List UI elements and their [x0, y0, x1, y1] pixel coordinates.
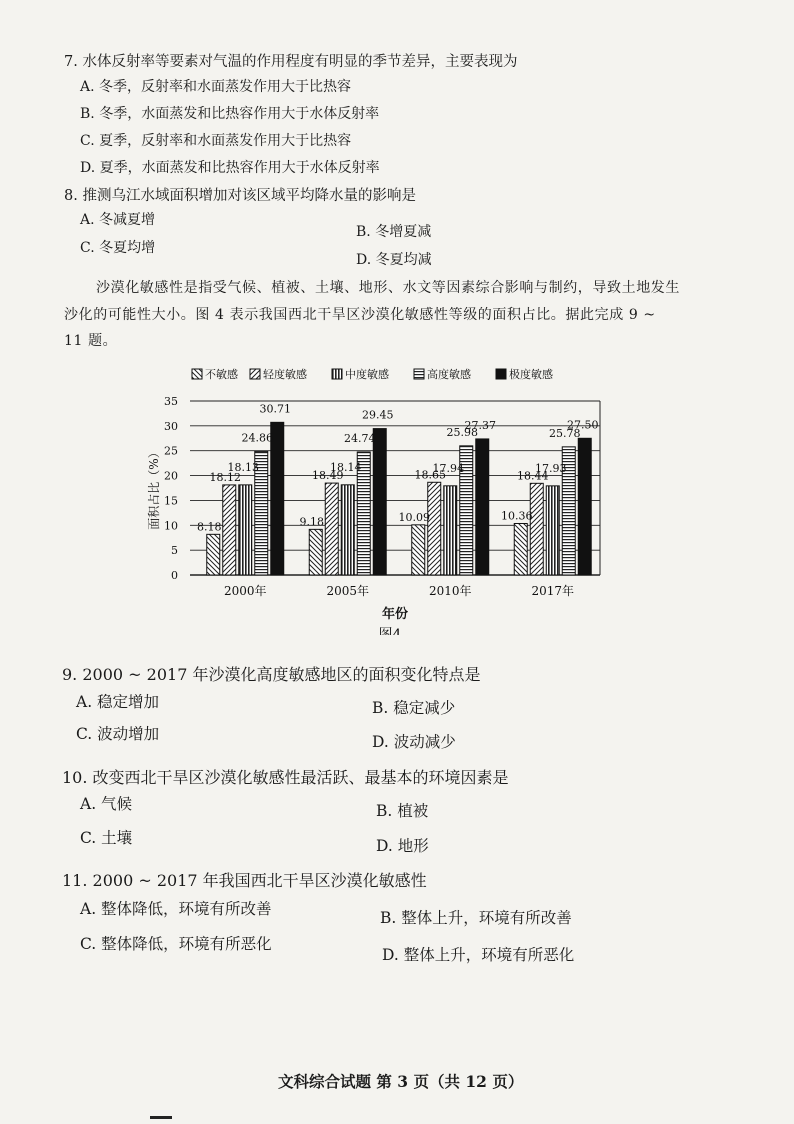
data-label-2017--3: 25.78 [549, 426, 581, 440]
question-11-option-a: A. 整体降低，环境有所改善 [80, 900, 272, 918]
question-7-option-d: D. 夏季，水面蒸发和比热容作用大于水体反射率 [80, 160, 380, 176]
page-footer: 文科综合试题 第 3 页（共 12 页） [278, 1072, 524, 1091]
passage-line-1: 沙漠化敏感性是指受气候、植被、土壤、地形、水文等因素综合影响与制约，导致土地发生 [96, 280, 680, 296]
figure-4-chart [140, 365, 620, 635]
data-label-2005--1: 18.49 [312, 469, 344, 483]
chart-legend [192, 367, 553, 381]
bar-2017--4 [578, 438, 591, 575]
bar-2005--2 [341, 485, 354, 575]
data-label-2017--4: 27.50 [567, 418, 599, 432]
question-11-option-d: D. 整体上升，环境有所恶化 [382, 946, 575, 964]
question-10-option-d: D. 地形 [376, 837, 429, 855]
bar-2010--0 [412, 525, 425, 575]
x-tick-label-2005-: 2005年 [326, 584, 370, 598]
bar-2000--0 [207, 534, 220, 575]
bar-2010--1 [428, 482, 441, 575]
bar-2000--4 [271, 422, 284, 575]
bar-2010--2 [444, 486, 457, 575]
question-11-stem: 11. 2000 ~ 2017 年我国西北干旱区沙漠化敏感性 [62, 871, 427, 890]
question-7-stem: 7. 水体反射率等要素对气温的作用程度有明显的季节差异，主要表现为 [64, 54, 518, 70]
legend-swatch-0 [192, 369, 202, 379]
desertification-sensitivity-bar-chart [140, 365, 620, 635]
data-label-2005--2: 18.14 [330, 460, 362, 474]
question-8-option-d: D. 冬夏均减 [356, 252, 432, 268]
question-10-option-b: B. 植被 [376, 802, 429, 820]
question-7-option-b: B. 冬季，水面蒸发和比热容作用大于水体反射率 [80, 106, 380, 122]
question-10-option-c: C. 土壤 [80, 829, 133, 847]
y-tick-label-10: 10 [164, 519, 178, 533]
bar-2010--4 [476, 439, 489, 575]
x-axis-label: 年份 [381, 607, 409, 622]
data-label-2010--4: 27.37 [464, 418, 496, 432]
bar-2000--2 [239, 485, 252, 575]
bar-2017--1 [530, 483, 543, 575]
y-axis-label: 面积占比（%） [147, 446, 161, 530]
data-label-2017--1: 18.44 [517, 469, 549, 483]
question-8-option-b: B. 冬增夏减 [356, 224, 432, 240]
y-tick-label-0: 0 [171, 569, 178, 582]
question-9-option-d: D. 波动减少 [372, 733, 456, 751]
scan-edge-mark [150, 1116, 172, 1119]
legend-label-3: 高度敏感 [427, 368, 471, 381]
data-label-2005--0: 9.18 [299, 515, 324, 529]
question-9-option-b: B. 稳定减少 [372, 699, 456, 717]
data-label-2010--0: 10.09 [398, 510, 430, 524]
data-label-2005--4: 29.45 [362, 408, 394, 422]
data-label-2000--4: 30.71 [259, 402, 291, 416]
legend-label-0: 不敏感 [205, 368, 238, 381]
question-10-option-a: A. 气候 [80, 795, 133, 813]
question-8-stem: 8. 推测乌江水域面积增加对该区域平均降水量的影响是 [64, 188, 416, 204]
x-tick-label-2017-: 2017年 [531, 584, 575, 598]
passage-line-2: 沙化的可能性大小。图 4 表示我国西北干旱区沙漠化敏感性等级的面积占比。据此完成 9 ~ [64, 307, 656, 323]
data-label-2000--2: 18.13 [227, 460, 259, 474]
question-10-stem: 10. 改变西北干旱区沙漠化敏感性最活跃、最基本的环境因素是 [62, 768, 509, 787]
data-label-2005--3: 24.74 [344, 432, 376, 446]
bar-2000--1 [223, 485, 236, 575]
x-tick-label-2010-: 2010年 [428, 584, 472, 598]
bar-2005--4 [373, 429, 386, 575]
data-label-2010--3: 25.98 [446, 425, 478, 439]
question-7-option-c: C. 夏季，反射率和水面蒸发作用大于比热容 [80, 133, 352, 149]
y-tick-label-30: 30 [164, 419, 178, 433]
bar-2005--1 [325, 483, 338, 575]
legend-swatch-1 [250, 369, 260, 379]
question-7-option-a: A. 冬季，反射率和水面蒸发作用大于比热容 [80, 79, 352, 95]
question-8-option-c: C. 冬夏均增 [80, 240, 156, 256]
question-8-option-a: A. 冬减夏增 [80, 212, 156, 228]
chart-bars [207, 422, 592, 575]
y-tick-label-5: 5 [171, 544, 178, 558]
data-label-2000--3: 24.86 [241, 431, 273, 445]
y-tick-label-35: 35 [164, 395, 178, 408]
question-11-option-c: C. 整体降低，环境有所恶化 [80, 935, 272, 953]
data-label-2017--0: 10.36 [501, 509, 533, 523]
legend-swatch-2 [332, 369, 342, 379]
passage-line-3: 11 题。 [64, 333, 118, 349]
figure-caption: 图4 [378, 627, 402, 635]
y-tick-label-25: 25 [164, 444, 178, 458]
legend-swatch-3 [414, 369, 424, 379]
data-label-2017--2: 17.93 [535, 461, 567, 475]
legend-swatch-4 [496, 369, 506, 379]
data-label-2010--1: 18.65 [414, 468, 446, 482]
question-9-stem: 9. 2000 ~ 2017 年沙漠化高度敏感地区的面积变化特点是 [62, 665, 481, 684]
question-9-option-c: C. 波动增加 [76, 725, 160, 743]
data-label-2000--0: 8.18 [197, 520, 222, 534]
data-label-2010--2: 17.94 [432, 461, 464, 475]
legend-label-1: 轻度敏感 [263, 368, 307, 381]
bar-2017--2 [546, 486, 559, 575]
question-11-option-b: B. 整体上升，环境有所改善 [380, 909, 572, 927]
bar-2005--0 [309, 529, 322, 575]
x-tick-label-2000-: 2000年 [223, 584, 267, 598]
legend-label-2: 中度敏感 [345, 368, 389, 381]
y-tick-label-15: 15 [164, 494, 178, 508]
y-tick-label-20: 20 [164, 469, 178, 483]
legend-label-4: 极度敏感 [509, 368, 553, 381]
bar-2017--0 [514, 523, 527, 575]
question-9-option-a: A. 稳定增加 [76, 693, 160, 711]
data-label-2000--1: 18.12 [209, 470, 241, 484]
